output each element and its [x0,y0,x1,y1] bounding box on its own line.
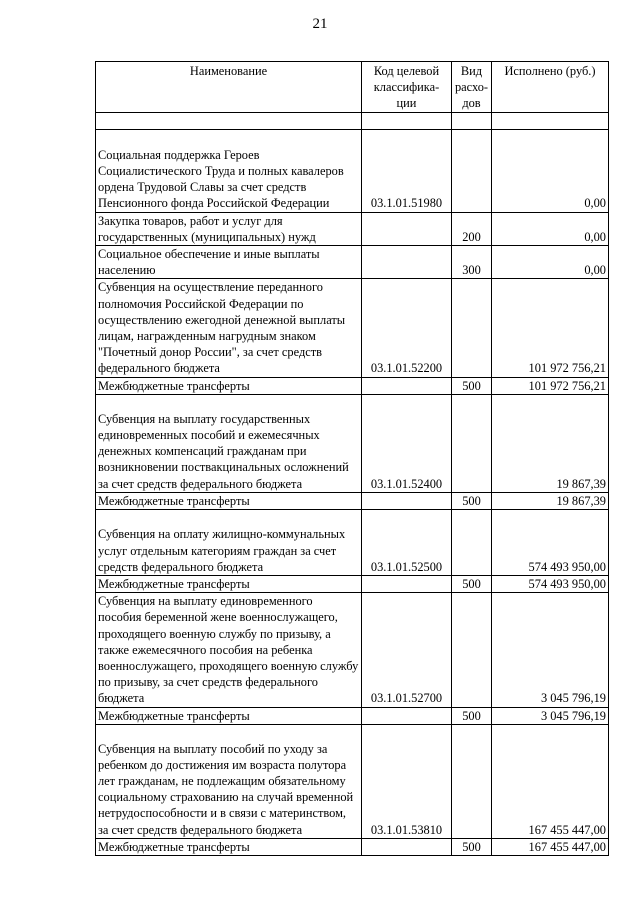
cell-code [362,246,452,279]
cell-type [452,394,492,492]
cell-code [362,377,452,394]
cell-sum: 3 045 796,19 [492,707,609,724]
cell-type [452,279,492,377]
cell-type: 500 [452,838,492,855]
cell-name [96,112,362,129]
cell-sum: 19 867,39 [492,394,609,492]
cell-type [452,129,492,212]
cell-sum: 0,00 [492,212,609,245]
cell-type [452,724,492,838]
cell-name: Межбюджетные трансферты [96,377,362,394]
cell-type [452,510,492,576]
cell-name: Межбюджетные трансферты [96,492,362,509]
cell-name: Закупка товаров, работ и услуг для государственных (муниципальных) нужд [96,212,362,245]
cell-code: 03.1.01.52200 [362,279,452,377]
page-number: 21 [312,16,328,32]
table-row [96,377,609,394]
header-code: Код целевой классифика-ции [362,62,452,113]
cell-sum: 167 455 447,00 [492,838,609,855]
cell-sum: 0,00 [492,246,609,279]
table-row [96,112,609,129]
table-row [96,212,609,245]
cell-sum: 101 972 756,21 [492,279,609,377]
table-header-row [96,62,609,113]
table-row [96,707,609,724]
cell-type [452,593,492,707]
header-name: Наименование [96,62,362,113]
table-row [96,246,609,279]
cell-code: 03.1.01.52500 [362,510,452,576]
cell-sum: 167 455 447,00 [492,724,609,838]
cell-code: 03.1.01.53810 [362,724,452,838]
cell-code: 03.1.01.52700 [362,593,452,707]
budget-table [95,61,609,856]
cell-name: Межбюджетные трансферты [96,707,362,724]
table-row [96,279,609,377]
table-row [96,838,609,855]
cell-name: Субвенция на осуществление переданного полномочия Российской Федерации по осуществлению ежегодной денежной выплаты лицам, награжденным нагрудным знаком "Почетный донор России", за счет средств федерального бюджета [96,279,362,377]
cell-type: 500 [452,492,492,509]
table-row [96,129,609,212]
cell-sum: 3 045 796,19 [492,593,609,707]
table-row [96,492,609,509]
cell-name: Межбюджетные трансферты [96,838,362,855]
cell-code: 03.1.01.52400 [362,394,452,492]
cell-sum: 19 867,39 [492,492,609,509]
table-row [96,724,609,838]
cell-code [362,576,452,593]
table-row [96,510,609,576]
header-type: Вид расхо-дов [452,62,492,113]
cell-sum: 101 972 756,21 [492,377,609,394]
cell-type: 500 [452,707,492,724]
table-row [96,576,609,593]
cell-type [452,112,492,129]
cell-sum: 574 493 950,00 [492,576,609,593]
cell-name: Социальная поддержка Героев Социалистического Труда и полных кавалеров ордена Трудовой Славы за счет средств Пенсионного фонда Российской Федерации [96,129,362,212]
cell-name: Субвенция на оплату жилищно-коммунальных услуг отдельным категориям граждан за счет средств федерального бюджета [96,510,362,576]
cell-code [362,112,452,129]
cell-code [362,492,452,509]
cell-name: Субвенция на выплату единовременного пособия беременной жене военнослужащего, проходящего военную службу по призыву, а также ежемесячного пособия на ребенка военнослужащего, проходящего военную службу по призыву, за счет средств федерального бюджета [96,593,362,707]
cell-sum [492,112,609,129]
table-row [96,394,609,492]
cell-code [362,707,452,724]
cell-sum: 574 493 950,00 [492,510,609,576]
cell-code [362,838,452,855]
cell-type: 500 [452,377,492,394]
cell-sum: 0,00 [492,129,609,212]
cell-type: 200 [452,212,492,245]
cell-code: 03.1.01.51980 [362,129,452,212]
cell-type: 300 [452,246,492,279]
cell-name: Субвенция на выплату пособий по уходу за ребенком до достижения им возраста полутора лет гражданам, не подлежащим обязательному социальному страхованию на случай временной нетрудоспособности и в связи с материнством, за счет средств федерального бюджета [96,724,362,838]
header-sum: Исполнено (руб.) [492,62,609,113]
cell-type: 500 [452,576,492,593]
cell-code [362,212,452,245]
cell-name: Субвенция на выплату государственных единовременных пособий и ежемесячных денежных компенсаций гражданам при возникновении поствакцинальных осложнений за счет средств федерального бюджета [96,394,362,492]
cell-name: Межбюджетные трансферты [96,576,362,593]
table-row [96,593,609,707]
cell-name: Социальное обеспечение и иные выплаты населению [96,246,362,279]
